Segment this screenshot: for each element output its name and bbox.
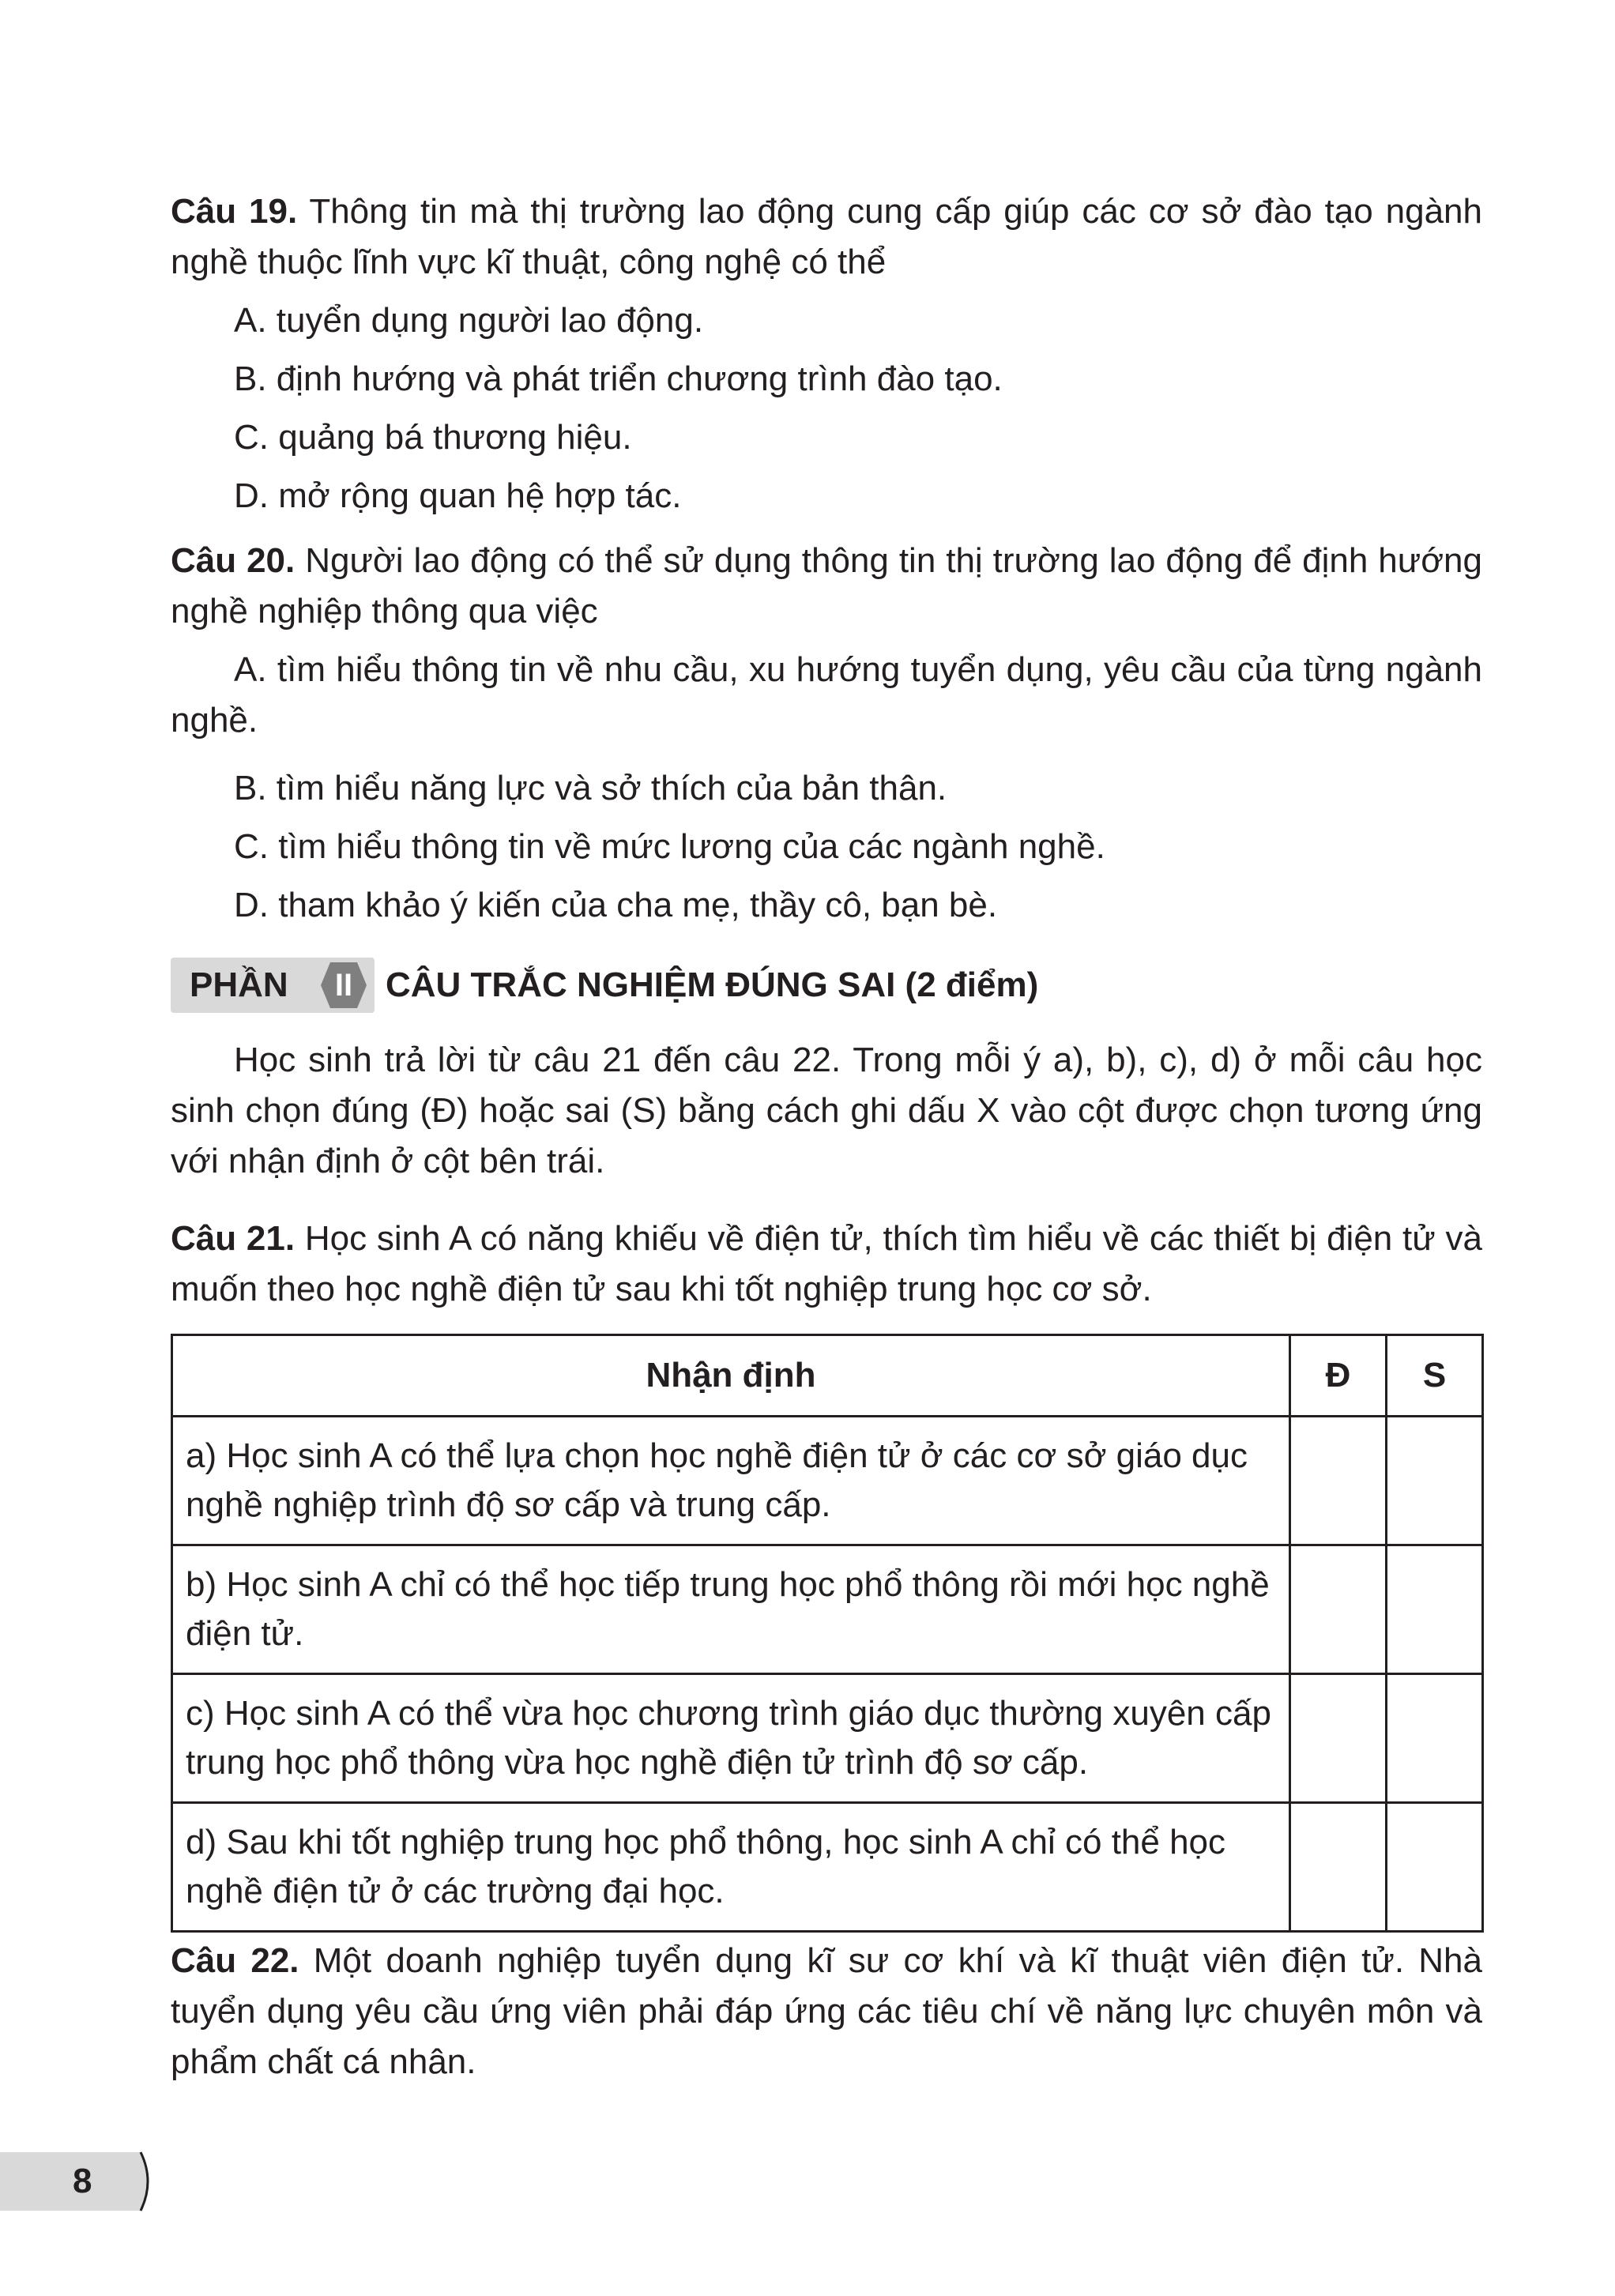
question-20: [171, 536, 1482, 637]
section-heading: [171, 958, 1482, 1013]
question-label: Câu 20.: [171, 541, 296, 580]
true-false-table: [171, 1334, 1484, 1933]
false-cell[interactable]: [1386, 1545, 1482, 1674]
option-d: D. mở rộng quan hệ hợp tác.: [234, 476, 682, 515]
false-cell[interactable]: [1386, 1674, 1482, 1803]
true-cell[interactable]: [1289, 1545, 1386, 1674]
option-c: C. quảng bá thương hiệu.: [234, 418, 632, 457]
table-header-row: [172, 1335, 1483, 1417]
section-number: II: [334, 968, 353, 1003]
statement-b: b) Học sinh A chỉ có thể học tiếp trung học phổ thông rồi mới học nghề điện tử.: [172, 1545, 1290, 1674]
option-d: D. tham khảo ý kiến của cha mẹ, thầy cô, bạn bè.: [234, 886, 998, 924]
page-number: 8: [73, 2162, 92, 2200]
statement-a: a) Học sinh A có thể lựa chọn học nghề điện tử ở các cơ sở giáo dục nghề nghiệp trình độ sơ cấp và trung cấp.: [172, 1417, 1290, 1545]
header-true: Đ: [1289, 1335, 1386, 1417]
false-cell[interactable]: [1386, 1417, 1482, 1545]
question-19: [171, 186, 1482, 288]
header-statement: Nhận định: [172, 1335, 1290, 1417]
table-row: [172, 1417, 1483, 1545]
section-title: CÂU TRẮC NGHIỆM ĐÚNG SAI (2 điểm): [386, 965, 1039, 1004]
statement-c: c) Học sinh A có thể vừa học chương trình giáo dục thường xuyên cấp trung học phổ thông vừa học nghề điện tử trình độ sơ cấp.: [172, 1674, 1290, 1803]
section-instructions: Học sinh trả lời từ câu 21 đến câu 22. Trong mỗi ý a), b), c), d) ở mỗi câu học sinh chọn đúng (Đ) hoặc sai (S) bằng cách ghi dấu X vào cột được chọn tương ứng với nhận định ở cột bên trái.: [171, 1041, 1482, 1180]
section-badge-label: PHẦN: [190, 965, 288, 1004]
header-false: S: [1386, 1335, 1482, 1417]
table-row: [172, 1545, 1483, 1674]
question-text: Một doanh nghiệp tuyển dụng kĩ sư cơ khí và kĩ thuật viên điện tử. Nhà tuyển dụng yêu cầu ứng viên phải đáp ứng các tiêu chí về năng lực chuyên môn và phẩm chất cá nhân.: [171, 1941, 1483, 2081]
question-21: [171, 1214, 1482, 1315]
statement-d: d) Sau khi tốt nghiệp trung học phổ thông, học sinh A chỉ có thể học nghề điện tử ở các trường đại học.: [172, 1803, 1290, 1932]
question-label: Câu 21.: [171, 1219, 296, 1258]
question-label: Câu 19.: [171, 192, 298, 231]
question-text: Thông tin mà thị trường lao động cung cấp giúp các cơ sở đào tạo ngành nghề thuộc lĩnh vực kĩ thuật, công nghệ có thể: [171, 192, 1483, 281]
option-b: B. tìm hiểu năng lực và sở thích của bản thân.: [234, 769, 947, 807]
table-row: [172, 1674, 1483, 1803]
option-c: C. tìm hiểu thông tin về mức lương của các ngành nghề.: [234, 827, 1105, 866]
option-b: B. định hướng và phát triển chương trình đào tạo.: [234, 359, 1003, 398]
option-a: A. tuyển dụng người lao động.: [234, 301, 704, 340]
question-text: Học sinh A có năng khiếu về điện tử, thích tìm hiểu về các thiết bị điện tử và muốn theo học nghề điện tử sau khi tốt nghiệp trung học cơ sở.: [171, 1219, 1482, 1308]
false-cell[interactable]: [1386, 1803, 1482, 1932]
option-a: A. tìm hiểu thông tin về nhu cầu, xu hướng tuyển dụng, yêu cầu của từng ngành nghề.: [171, 650, 1482, 740]
question-label: Câu 22.: [171, 1941, 299, 1980]
true-cell[interactable]: [1289, 1674, 1386, 1803]
table-row: [172, 1803, 1483, 1932]
question-22: [171, 1936, 1482, 2087]
question-text: Người lao động có thể sử dụng thông tin thị trường lao động để định hướng nghề nghiệp thông qua việc: [171, 541, 1482, 630]
true-cell[interactable]: [1289, 1803, 1386, 1932]
true-cell[interactable]: [1289, 1417, 1386, 1545]
